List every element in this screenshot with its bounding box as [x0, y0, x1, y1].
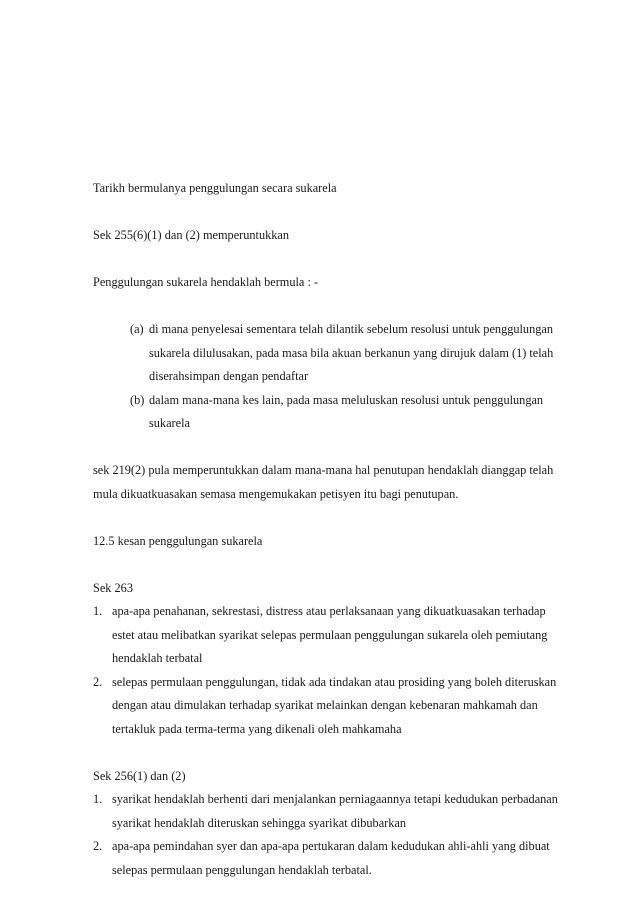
list-item [130, 389, 563, 436]
section-256-title: Sek 256(1) dan (2) [93, 768, 186, 783]
document-body [93, 177, 563, 882]
list-item-text: syarikat hendaklah berhenti dari menjalankan perniagaannya tetapi kedudukan perbadanan syarikat hendaklah diteruskan sehingga syarikat dibubarkan [112, 792, 558, 830]
heading-commencement: Tarikh bermulanya penggulungan secara sukarela [93, 181, 337, 195]
list-item [93, 835, 563, 882]
list-item-label: (b) [130, 392, 145, 407]
list-item-text: selepas permulaan penggulungan, tidak ada tindakan atau prosiding yang boleh diteruskan dengan atau dimulakan terhadap syarikat melainkan dengan kebenaran mahkamah dan tertakluk pada terma-terma yang dikenali oleh mahkamaha [112, 674, 557, 736]
section-255-reference: Sek 255(6)(1) dan (2) memperuntukkan [93, 228, 290, 242]
list-item-label: (a) [130, 322, 144, 336]
list-item-label: 1. [93, 604, 103, 618]
list-item-text: di mana penyelesai sementara telah dilantik sebelum resolusi untuk penggulungan sukarela dilulusakan, pada masa bila akuan berkanun yang dirujuk dalam (1) telah diserahsimpan dengan pendaftar [149, 322, 554, 383]
list-item-label: 2. [93, 839, 103, 853]
commencement-list [130, 318, 563, 436]
section-256-list [93, 788, 563, 882]
list-item [93, 600, 563, 671]
list-item-text: dalam mana-mana kes lain, pada masa meluluskan resolusi untuk penggulungan sukarela [149, 392, 544, 430]
list-item [130, 318, 563, 389]
heading-effect: 12.5 kesan penggulungan sukarela [93, 533, 263, 548]
section-263-title: Sek 263 [93, 580, 133, 595]
list-item [93, 671, 563, 742]
list-item-text: apa-apa pemindahan syer dan apa-apa pertukaran dalam kedudukan ahli-ahli yang dibuat selepas permulaan penggulungan hendaklah terbatal. [112, 839, 550, 877]
list-item-text: apa-apa penahanan, sekrestasi, distress atau perlaksanaan yang dikuatkuasakan terhadap estet atau melibatkan syarikat selepas permulaan penggulungan sukarela oleh pemiutang hendaklah terbatal [112, 604, 548, 665]
commencement-intro: Penggulungan sukarela hendaklah bermula : - [93, 275, 319, 289]
list-item-label: 2. [93, 674, 103, 689]
section-263-list [93, 600, 563, 741]
section-219-paragraph: sek 219(2) pula memperuntukkan dalam mana-mana hal penutupan hendaklah dianggap telah mula dikuatkuasakan semasa mengemukakan petisyen itu bagi penutupan. [93, 463, 554, 501]
list-item [93, 788, 563, 835]
list-item-label: 1. [93, 792, 103, 806]
